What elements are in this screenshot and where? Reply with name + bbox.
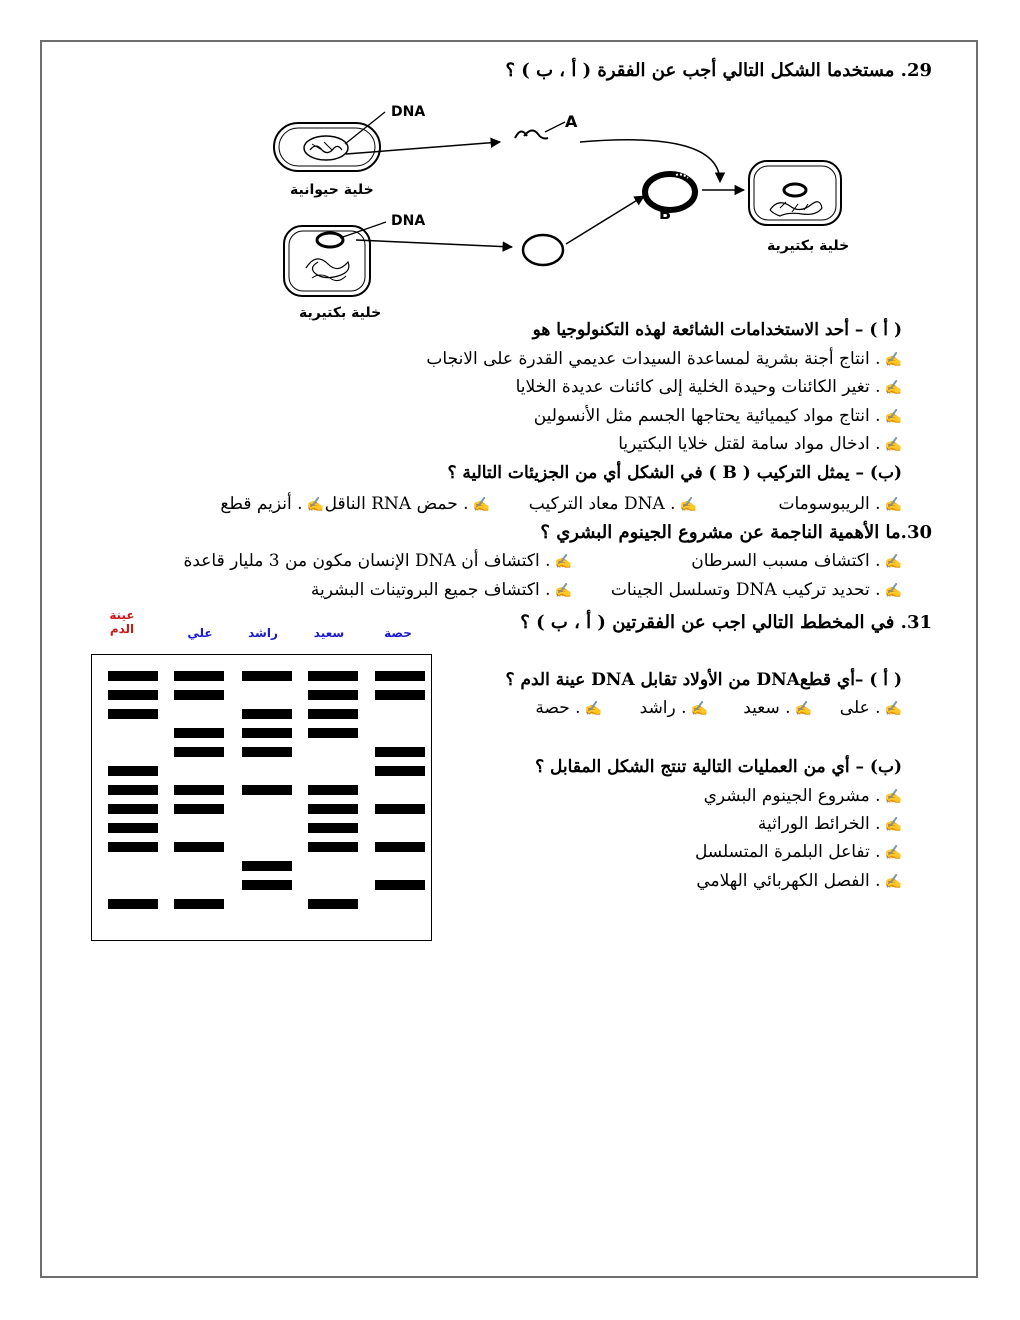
gel-band <box>375 804 425 814</box>
q31-a-option-4[interactable]: ✍. حصة <box>535 698 602 718</box>
gel-band <box>174 690 224 700</box>
pen-icon: ✍ <box>884 789 902 805</box>
gel-band <box>108 766 158 776</box>
gel-band <box>108 785 158 795</box>
plasmid <box>523 235 563 265</box>
q29-a-option-4[interactable]: ✍. ادخال مواد سامة لقتل خلايا البكتيريا <box>618 434 902 454</box>
gel-band <box>108 804 158 814</box>
q31-title: 31. في المخطط التالي اجب عن الفقرتين ( أ ، ب ) ؟ <box>520 612 932 633</box>
lane-header-rashid: راشد <box>248 626 278 640</box>
pen-icon: ✍ <box>584 701 602 717</box>
gel-band <box>174 671 224 681</box>
pen-icon: ✍ <box>884 352 902 368</box>
q31-a-option-1[interactable]: ✍. على <box>839 698 902 718</box>
gel-band <box>375 690 425 700</box>
q30-option-3[interactable]: ✍. تحديد تركيب DNA وتسلسل الجينات <box>610 580 902 600</box>
q31-part-a-question: ( أ ) –أي قطعDNA من الأولاد تقابل DNA عينة الدم ؟ <box>505 670 902 690</box>
gel-band <box>108 671 158 681</box>
q30-option-4[interactable]: ✍. اكتشاف جميع البروتينات البشرية <box>310 580 572 600</box>
arrow-plasmid-to-b <box>566 196 644 244</box>
pen-icon: ✍ <box>554 583 572 599</box>
q29-a-option-2[interactable]: ✍. تغير الكائنات وحيدة الخلية إلى كائنات عديدة الخلايا <box>515 377 902 397</box>
gel-band <box>308 804 358 814</box>
q29-a-option-1[interactable]: ✍. انتاج أجنة بشرية لمساعدة السيدات عديمي القدرة على الانجاب <box>426 349 902 369</box>
gel-band <box>174 728 224 738</box>
gel-band <box>242 861 292 871</box>
q31-part-b-question: (ب) – أي من العمليات التالية تنتج الشكل المقابل ؟ <box>535 757 902 777</box>
gel-band <box>108 690 158 700</box>
q30-option-2[interactable]: ✍. اكتشاف أن DNA الإنسان مكون من 3 مليار قاعدة <box>183 551 572 571</box>
gel-band <box>174 785 224 795</box>
arrow-cell-to-a <box>346 142 500 154</box>
gel-band <box>308 728 358 738</box>
gel-band <box>174 899 224 909</box>
dna-fragment-a <box>515 130 548 138</box>
arrow-cell-to-plasmid <box>356 240 512 247</box>
gel-band <box>174 842 224 852</box>
gel-band <box>375 671 425 681</box>
q31-b-option-3[interactable]: ✍. تفاعل البلمرة المتسلسل <box>694 842 902 862</box>
pen-icon: ✍ <box>554 554 572 570</box>
pen-icon: ✍ <box>679 497 697 513</box>
q30-option-1[interactable]: ✍. اكتشاف مسبب السرطان <box>691 551 902 571</box>
pen-icon: ✍ <box>884 701 902 717</box>
pen-icon: ✍ <box>884 497 902 513</box>
pen-icon: ✍ <box>884 583 902 599</box>
gel-band <box>308 823 358 833</box>
gel-band <box>108 899 158 909</box>
pen-icon: ✍ <box>884 409 902 425</box>
lane-header-ali: علي <box>187 626 213 640</box>
gel-band <box>242 671 292 681</box>
gel-band <box>308 671 358 681</box>
pen-icon: ✍ <box>690 701 708 717</box>
q31-b-option-2[interactable]: ✍. الخرائط الوراثية <box>757 814 902 834</box>
gel-band <box>308 785 358 795</box>
gel-band <box>108 842 158 852</box>
pen-icon: ✍ <box>884 874 902 890</box>
gel-band <box>174 804 224 814</box>
lane-header-blood-sample: عينة الدم <box>109 608 135 636</box>
bacterial-cell-left <box>284 226 370 296</box>
animal-cell <box>274 123 380 171</box>
q31-b-option-4[interactable]: ✍. الفصل الكهربائي الهلامي <box>696 871 902 891</box>
gel-band <box>308 690 358 700</box>
pen-icon: ✍ <box>884 380 902 396</box>
pen-icon: ✍ <box>306 497 324 513</box>
q29-b-option-2[interactable]: ✍. DNA معاد التركيب <box>528 494 697 514</box>
a-label: A <box>565 112 578 131</box>
gel-band <box>242 785 292 795</box>
gel-band <box>174 747 224 757</box>
pen-icon: ✍ <box>794 701 812 717</box>
gel-band <box>375 842 425 852</box>
pen-icon: ✍ <box>472 497 490 513</box>
gel-band <box>308 899 358 909</box>
q29-title: 29. مستخدما الشكل التالي أجب عن الفقرة ( أ ، ب ) ؟ <box>505 60 932 81</box>
bacterial-cell-right <box>749 161 841 225</box>
gel-band <box>242 728 292 738</box>
pointer-line-2 <box>340 222 386 238</box>
dna-label-1: DNA <box>391 104 426 120</box>
pen-icon: ✍ <box>884 554 902 570</box>
q29-part-b-question: (ب) – يمثل التركيب ( B ) في الشكل أي من الجزيئات التالية ؟ <box>447 463 902 483</box>
q29-part-a-question: ( أ ) – أحد الاستخدامات الشائعة لهذه التكنولوجيا هو <box>532 320 902 340</box>
pen-icon: ✍ <box>884 817 902 833</box>
pen-icon: ✍ <box>884 845 902 861</box>
q29-b-option-3[interactable]: ✍. حمض RNA الناقل <box>324 494 490 514</box>
gel-band <box>375 747 425 757</box>
q29-b-option-4[interactable]: ✍. أنزيم قطع <box>220 494 324 514</box>
q31-b-option-1[interactable]: ✍. مشروع الجينوم البشري <box>703 786 902 806</box>
gel-band <box>108 823 158 833</box>
q31-a-option-2[interactable]: ✍. سعيد <box>743 698 812 718</box>
bacterial-cell-right-label: خلية بكتيرية <box>767 238 850 254</box>
gel-electrophoresis-chart <box>91 654 432 941</box>
gel-band <box>375 880 425 890</box>
gel-band <box>242 747 292 757</box>
gel-band <box>242 709 292 719</box>
q29-a-option-3[interactable]: ✍. انتاج مواد كيميائية يحتاجها الجسم مثل الأنسولين <box>533 406 902 426</box>
gel-band <box>308 842 358 852</box>
gel-band <box>242 880 292 890</box>
bacterial-cell-left-label: خلية بكتيرية <box>299 305 382 321</box>
dna-label-2: DNA <box>391 213 426 229</box>
gel-band <box>308 709 358 719</box>
q30-title: 30.ما الأهمية الناجمة عن مشروع الجينوم البشري ؟ <box>540 522 932 543</box>
gel-band <box>375 766 425 776</box>
gel-band <box>108 709 158 719</box>
lane-header-hessa: حصة <box>384 626 412 640</box>
arrow-a-to-b <box>580 140 720 182</box>
q29-b-option-1[interactable]: ✍. الريبوسومات <box>778 494 902 514</box>
lane-header-saeed: سعيد <box>313 626 345 640</box>
b-label: B <box>659 204 672 223</box>
recombinant-dna-diagram <box>260 100 860 320</box>
pen-icon: ✍ <box>884 437 902 453</box>
animal-cell-label: خلية حيوانية <box>290 182 374 198</box>
q31-a-option-3[interactable]: ✍. راشد <box>639 698 708 718</box>
